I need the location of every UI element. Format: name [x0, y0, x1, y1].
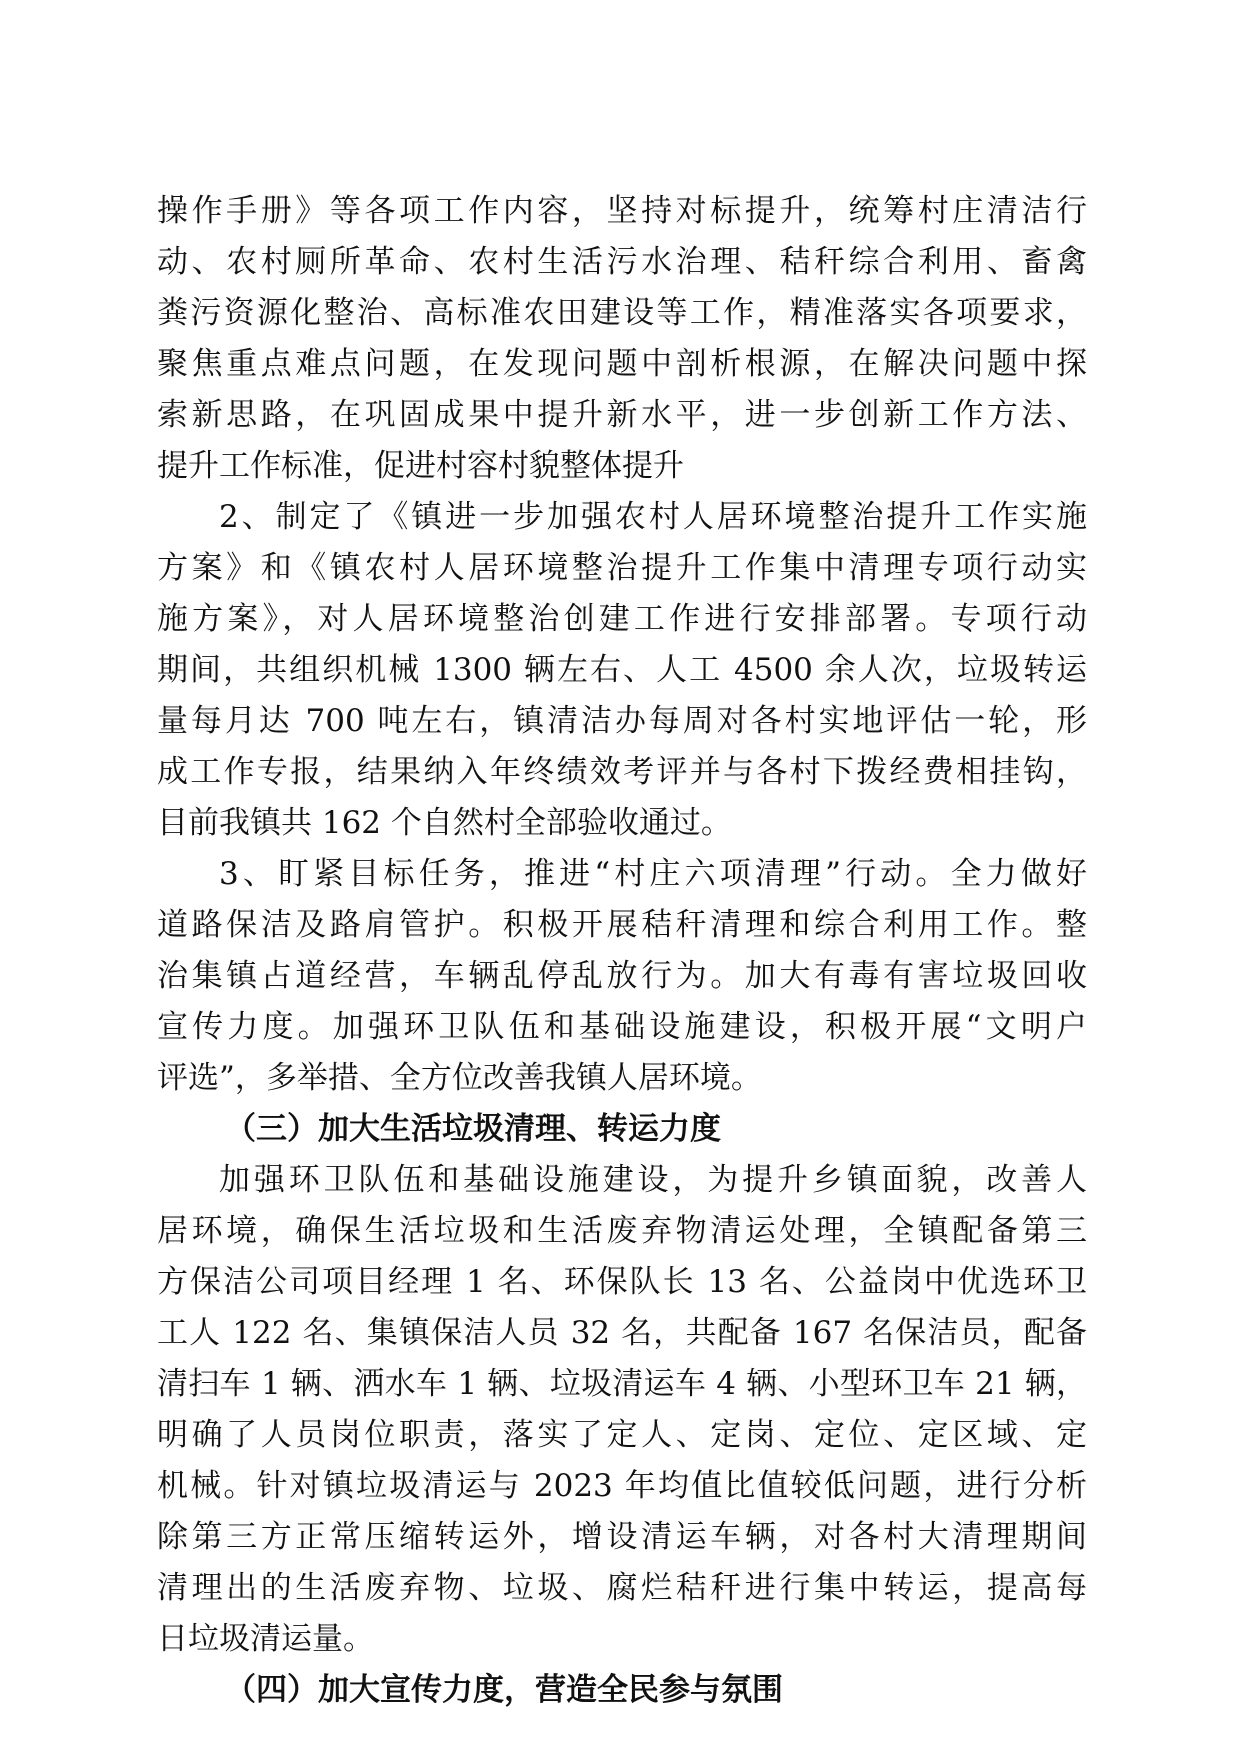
- text-line: 机械。针对镇垃圾清运与 2023 年均值比值较低问题，进行分析: [157, 1468, 1087, 1504]
- text-line: 索新思路，在巩固成果中提升新水平，进一步创新工作方法、: [157, 397, 1087, 433]
- text-line: 2、制定了《镇进一步加强农村人居环境整治提升工作实施: [219, 499, 1087, 535]
- text-line: 加强环卫队伍和基础设施建设，为提升乡镇面貌，改善人: [219, 1162, 1087, 1198]
- text-line: 居环境，确保生活垃圾和生活废弃物清运处理，全镇配备第三: [157, 1213, 1087, 1249]
- text-line: 方案》和《镇农村人居环境整治提升工作集中清理专项行动实: [157, 550, 1087, 586]
- text-line: 评选”，多举措、全方位改善我镇人居环境。: [157, 1060, 762, 1096]
- text-line: 除第三方正常压缩转运外，增设清运车辆，对各村大清理期间: [157, 1519, 1087, 1555]
- text-line: 成工作专报，结果纳入年终绩效考评并与各村下拨经费相挂钩，: [157, 754, 1087, 790]
- text-line: 量每月达 700 吨左右，镇清洁办每周对各村实地评估一轮，形: [157, 703, 1087, 739]
- document-page: [157, 186, 1087, 1716]
- text-line: 清扫车 1 辆、洒水车 1 辆、垃圾清运车 4 辆、小型环卫车 21 辆，: [157, 1366, 1087, 1402]
- text-line: 治集镇占道经营，车辆乱停乱放行为。加大有毒有害垃圾回收: [157, 958, 1087, 994]
- text-line: 聚焦重点难点问题，在发现问题中剖析根源，在解决问题中探: [157, 346, 1087, 382]
- text-line: 提升工作标准，促进村容村貌整体提升: [157, 448, 684, 484]
- text-line: 动、农村厕所革命、农村生活污水治理、秸秆综合利用、畜禽: [157, 244, 1087, 280]
- text-line: 工人 122 名、集镇保洁人员 32 名，共配备 167 名保洁员，配备: [157, 1315, 1087, 1351]
- text-line: 目前我镇共 162 个自然村全部验收通过。: [157, 805, 732, 841]
- paragraph: [157, 186, 1087, 492]
- text-line: 施方案》，对人居环境整治创建工作进行安排部署。专项行动: [157, 601, 1087, 637]
- text-line: 宣传力度。加强环卫队伍和基础设施建设，积极开展“文明户: [157, 1009, 1087, 1045]
- text-line: 明确了人员岗位职责，落实了定人、定岗、定位、定区域、定: [157, 1417, 1087, 1453]
- paragraph: [157, 492, 1087, 849]
- section-heading: （四）加大宣传力度，营造全民参与氛围: [225, 1672, 783, 1708]
- text-line: 方保洁公司项目经理 1 名、环保队长 13 名、公益岗中优选环卫: [157, 1264, 1087, 1300]
- text-line: 3、盯紧目标任务，推进“村庄六项清理”行动。全力做好: [219, 856, 1087, 892]
- section-heading: （三）加大生活垃圾清理、转运力度: [225, 1111, 721, 1147]
- text-line: 道路保洁及路肩管护。积极开展秸秆清理和综合利用工作。整: [157, 907, 1087, 943]
- paragraph: [157, 1155, 1087, 1665]
- text-line: 期间，共组织机械 1300 辆左右、人工 4500 余人次，垃圾转运: [157, 652, 1087, 688]
- text-line: 清理出的生活废弃物、垃圾、腐烂秸秆进行集中转运，提高每: [157, 1570, 1087, 1606]
- text-line: 操作手册》等各项工作内容，坚持对标提升，统筹村庄清洁行: [157, 193, 1087, 229]
- text-line: 粪污资源化整治、高标准农田建设等工作，精准落实各项要求，: [157, 295, 1087, 331]
- text-line: 日垃圾清运量。: [157, 1621, 374, 1657]
- paragraph: [157, 849, 1087, 1104]
